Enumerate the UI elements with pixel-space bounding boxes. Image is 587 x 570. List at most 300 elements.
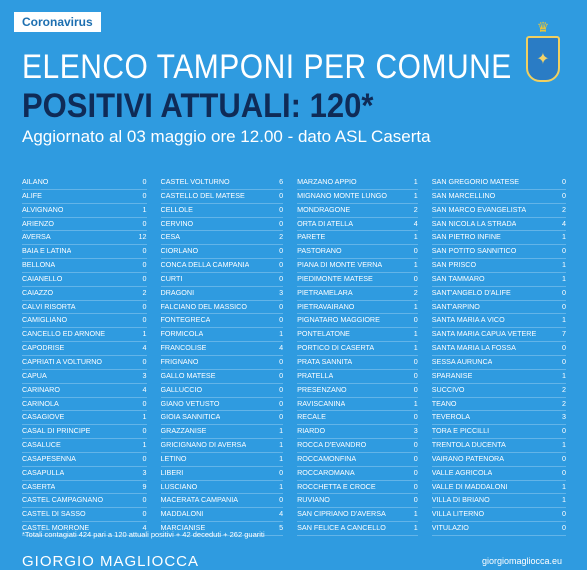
positive-count: 2 bbox=[562, 204, 566, 214]
municipality-name: CASAPESENNA bbox=[22, 453, 76, 463]
table-row bbox=[22, 384, 147, 398]
positive-count: 4 bbox=[142, 384, 147, 394]
table-row bbox=[432, 342, 566, 356]
positive-count: 0 bbox=[413, 495, 418, 505]
positive-count: 12 bbox=[138, 232, 147, 242]
positive-count: 4 bbox=[279, 343, 284, 353]
municipality-name: CASTEL MORRONE bbox=[22, 523, 90, 533]
municipality-name: CANCELLO ED ARNONE bbox=[22, 329, 106, 339]
table-row bbox=[297, 398, 418, 412]
table-row bbox=[432, 259, 566, 273]
municipality-name: TRENTOLA DUCENTA bbox=[431, 440, 506, 450]
table-row bbox=[432, 494, 566, 508]
table-row bbox=[432, 204, 566, 218]
positive-count: 1 bbox=[562, 260, 566, 270]
table-row bbox=[297, 273, 418, 287]
table-row bbox=[297, 439, 418, 453]
table-row bbox=[432, 467, 566, 481]
municipality-name: CASTEL VOLTURNO bbox=[160, 177, 230, 186]
positive-count: 0 bbox=[562, 426, 566, 436]
page-title: ELENCO TAMPONI PER COMUNE bbox=[22, 48, 512, 86]
municipality-name: MARCIANISE bbox=[160, 523, 206, 533]
municipality-name: SAN PRISCO bbox=[431, 260, 477, 270]
positive-count: 4 bbox=[413, 218, 418, 228]
table-row bbox=[432, 314, 566, 328]
positive-count: 1 bbox=[413, 190, 418, 200]
positive-count: 0 bbox=[142, 177, 147, 186]
municipality-name: VAIRANO PATENORA bbox=[431, 453, 505, 463]
table-row bbox=[432, 439, 566, 453]
municipality-name: CARINOLA bbox=[22, 398, 59, 408]
municipality-name: SESSA AURUNCA bbox=[431, 356, 493, 366]
table-row bbox=[432, 398, 566, 412]
positive-count: 0 bbox=[413, 453, 418, 463]
positive-count: 1 bbox=[562, 315, 566, 325]
table-row bbox=[161, 494, 284, 508]
municipality-name: SAN NICOLA LA STRADA bbox=[431, 218, 517, 228]
positive-count: 2 bbox=[142, 287, 147, 297]
table-row bbox=[22, 314, 147, 328]
positive-count: 0 bbox=[279, 356, 284, 366]
positive-count: 2 bbox=[279, 232, 284, 242]
positive-count: 1 bbox=[413, 329, 418, 339]
positive-count: 0 bbox=[279, 273, 284, 283]
table-row bbox=[22, 425, 147, 439]
municipality-name: CASAPULLA bbox=[22, 467, 65, 477]
table-row bbox=[432, 328, 566, 342]
category-tag: Coronavirus bbox=[14, 12, 101, 32]
municipality-name: CASTEL CAMPAGNANO bbox=[22, 495, 104, 505]
table-row bbox=[22, 356, 147, 370]
municipality-name: CELLOLE bbox=[160, 204, 193, 214]
municipality-name: VITULAZIO bbox=[431, 523, 469, 533]
table-row bbox=[22, 287, 147, 301]
table-row bbox=[22, 508, 147, 522]
positive-count: 1 bbox=[413, 301, 418, 311]
municipality-name: GRAZZANISE bbox=[160, 426, 207, 436]
table-row bbox=[22, 439, 147, 453]
positive-count: 1 bbox=[279, 426, 284, 436]
positive-count: 0 bbox=[279, 467, 284, 477]
positive-count: 0 bbox=[562, 246, 566, 256]
table-row bbox=[297, 384, 418, 398]
municipality-name: SPARANISE bbox=[431, 370, 473, 380]
municipality-name: SUCCIVO bbox=[431, 384, 465, 394]
municipality-name: CASERTA bbox=[22, 481, 56, 491]
positive-count: 0 bbox=[562, 523, 566, 533]
municipality-name: SANTA MARIA LA FOSSA bbox=[431, 343, 516, 353]
table-row bbox=[161, 342, 284, 356]
table-row bbox=[161, 439, 284, 453]
municipality-name: GALLUCCIO bbox=[160, 384, 203, 394]
table-row bbox=[22, 328, 147, 342]
table-row bbox=[22, 218, 147, 232]
table-row bbox=[432, 481, 566, 495]
positive-count: 0 bbox=[142, 315, 147, 325]
table-row bbox=[432, 273, 566, 287]
table-row bbox=[297, 259, 418, 273]
municipality-name: PIETRAVAIRANO bbox=[297, 301, 355, 311]
positive-count: 0 bbox=[279, 204, 284, 214]
municipality-name: PRESENZANO bbox=[297, 384, 347, 394]
brand-logo: GIORGIO MAGLIOCCA bbox=[22, 553, 200, 570]
table-row bbox=[161, 204, 284, 218]
table-row bbox=[161, 425, 284, 439]
municipality-name: SANTA MARIA CAPUA VETERE bbox=[431, 329, 537, 339]
municipality-name: BELLONA bbox=[22, 260, 56, 270]
positive-count: 1 bbox=[142, 440, 147, 450]
municipality-name: CASAL DI PRINCIPE bbox=[22, 426, 91, 436]
positive-count: 1 bbox=[562, 481, 566, 491]
table-column bbox=[432, 176, 566, 536]
table-row bbox=[297, 425, 418, 439]
totals-footnote: *Totali contagiati 424 pari a 120 attuali positivi + 42 deceduti + 262 guariti bbox=[22, 530, 265, 539]
positive-count: 3 bbox=[279, 287, 284, 297]
table-row bbox=[297, 467, 418, 481]
municipality-name: ROCCHETTA E CROCE bbox=[297, 481, 376, 491]
municipality-name: CASAGIOVE bbox=[22, 412, 65, 422]
municipality-name: FALCIANO DEL MASSICO bbox=[160, 301, 247, 311]
positive-count: 0 bbox=[142, 356, 147, 366]
municipality-name: RAVISCANINA bbox=[297, 398, 346, 408]
positive-count: 9 bbox=[142, 481, 147, 491]
positives-headline: POSITIVI ATTUALI: 120* bbox=[22, 86, 374, 125]
table-row bbox=[161, 314, 284, 328]
positive-count: 0 bbox=[413, 370, 418, 380]
municipality-name: SAN PIETRO INFINE bbox=[431, 232, 501, 242]
municipality-name: CIORLANO bbox=[160, 246, 199, 256]
table-row bbox=[22, 398, 147, 412]
positive-count: 0 bbox=[413, 246, 418, 256]
municipality-name: PRATA SANNITA bbox=[297, 356, 353, 366]
table-row bbox=[297, 204, 418, 218]
table-row bbox=[161, 231, 284, 245]
table-column bbox=[161, 176, 284, 536]
table-row bbox=[22, 231, 147, 245]
positive-count: 0 bbox=[279, 384, 284, 394]
positive-count: 0 bbox=[142, 426, 147, 436]
municipality-name: RUVIANO bbox=[297, 495, 330, 505]
municipality-name: PASTORANO bbox=[297, 246, 342, 256]
table-row bbox=[161, 328, 284, 342]
positive-count: 0 bbox=[562, 356, 566, 366]
positive-count: 5 bbox=[279, 523, 284, 533]
positive-count: 0 bbox=[562, 509, 566, 519]
positive-count: 1 bbox=[142, 412, 147, 422]
table-row bbox=[297, 176, 418, 190]
positive-count: 3 bbox=[562, 412, 566, 422]
positive-count: 0 bbox=[142, 273, 147, 283]
positive-count: 1 bbox=[279, 440, 284, 450]
positive-count: 0 bbox=[279, 301, 284, 311]
municipality-name: CAPRIATI A VOLTURNO bbox=[22, 356, 103, 366]
positive-count: 2 bbox=[562, 384, 566, 394]
table-row bbox=[161, 287, 284, 301]
municipality-name: CARINARO bbox=[22, 384, 60, 394]
municipality-name: SAN FELICE A CANCELLO bbox=[297, 523, 386, 533]
municipality-name: CALVI RISORTA bbox=[22, 301, 76, 311]
table-row bbox=[22, 273, 147, 287]
municipality-name: VILLA DI BRIANO bbox=[431, 495, 490, 505]
positive-count: 0 bbox=[279, 315, 284, 325]
table-row bbox=[22, 245, 147, 259]
positive-count: 0 bbox=[279, 398, 284, 408]
positive-count: 1 bbox=[562, 232, 566, 242]
table-row bbox=[432, 453, 566, 467]
municipality-name: CESA bbox=[160, 232, 181, 242]
table-row bbox=[22, 190, 147, 204]
municipality-name: CAMIGLIANO bbox=[22, 315, 68, 325]
positive-count: 1 bbox=[413, 260, 418, 270]
positive-count: 0 bbox=[562, 177, 566, 186]
positive-count: 4 bbox=[562, 218, 566, 228]
municipality-name: PIANA DI MONTE VERNA bbox=[297, 260, 383, 270]
table-row bbox=[161, 245, 284, 259]
table-row bbox=[432, 425, 566, 439]
positive-count: 1 bbox=[413, 398, 418, 408]
positive-count: 1 bbox=[413, 343, 418, 353]
positive-count: 0 bbox=[279, 412, 284, 422]
municipality-name: DRAGONI bbox=[160, 287, 195, 297]
municipality-name: MIGNANO MONTE LUNGO bbox=[297, 190, 387, 200]
positive-count: 0 bbox=[413, 440, 418, 450]
municipality-name: ALVIGNANO bbox=[22, 204, 64, 214]
positive-count: 1 bbox=[413, 523, 418, 533]
coat-of-arms-icon bbox=[524, 20, 562, 82]
table-row bbox=[432, 370, 566, 384]
positive-count: 0 bbox=[142, 453, 147, 463]
positive-count: 0 bbox=[279, 260, 284, 270]
positive-count: 1 bbox=[279, 453, 284, 463]
table-row bbox=[297, 481, 418, 495]
positive-count: 0 bbox=[142, 246, 147, 256]
table-row bbox=[297, 411, 418, 425]
municipality-name: GALLO MATESE bbox=[160, 370, 216, 380]
table-row bbox=[297, 245, 418, 259]
table-row bbox=[297, 453, 418, 467]
table-row bbox=[432, 356, 566, 370]
positive-count: 6 bbox=[279, 177, 284, 186]
table-row bbox=[297, 508, 418, 522]
municipality-name: ALIFE bbox=[22, 190, 42, 200]
municipality-name: GIOIA SANNITICA bbox=[160, 412, 221, 422]
municipality-name: PORTICO DI CASERTA bbox=[297, 343, 375, 353]
municipality-name: FRANCOLISE bbox=[160, 343, 207, 353]
positive-count: 1 bbox=[279, 329, 284, 339]
table-row bbox=[432, 522, 566, 536]
positive-count: 7 bbox=[562, 329, 566, 339]
table-row bbox=[22, 370, 147, 384]
positive-count: 0 bbox=[142, 218, 147, 228]
municipality-name: CAPUA bbox=[22, 370, 47, 380]
table-row bbox=[161, 273, 284, 287]
table-row bbox=[22, 301, 147, 315]
positive-count: 0 bbox=[413, 412, 418, 422]
table-row bbox=[161, 259, 284, 273]
positive-count: 1 bbox=[413, 232, 418, 242]
municipality-name: MACERATA CAMPANIA bbox=[160, 495, 239, 505]
table-row bbox=[432, 245, 566, 259]
table-row bbox=[297, 342, 418, 356]
municipality-name: TORA E PICCILLI bbox=[431, 426, 490, 436]
municipality-name: CONCA DELLA CAMPANIA bbox=[160, 260, 250, 270]
website-link[interactable]: giorgiomagliocca.eu bbox=[482, 556, 563, 566]
positive-count: 0 bbox=[142, 301, 147, 311]
municipality-name: SAN GREGORIO MATESE bbox=[431, 177, 520, 186]
municipality-name: CURTI bbox=[160, 273, 183, 283]
municipality-name: FONTEGRECA bbox=[160, 315, 211, 325]
municipality-name: VILLA LITERNO bbox=[431, 509, 485, 519]
table-row bbox=[22, 494, 147, 508]
table-column bbox=[22, 176, 147, 536]
table-row bbox=[432, 231, 566, 245]
municipality-name: ROCCAROMANA bbox=[297, 467, 355, 477]
positive-count: 1 bbox=[562, 440, 566, 450]
municipality-name: GIANO VETUSTO bbox=[160, 398, 220, 408]
municipality-name: SANTA MARIA A VICO bbox=[431, 315, 505, 325]
positive-count: 0 bbox=[142, 398, 147, 408]
municipality-name: TEVEROLA bbox=[431, 412, 471, 422]
municipality-name: SAN MARCO EVANGELISTA bbox=[431, 204, 527, 214]
municipality-name: MADDALONI bbox=[160, 509, 204, 519]
table-row bbox=[297, 190, 418, 204]
table-row bbox=[22, 411, 147, 425]
municipality-name: GRICIGNANO DI AVERSA bbox=[160, 440, 247, 450]
positive-count: 0 bbox=[413, 467, 418, 477]
table-row bbox=[161, 411, 284, 425]
table-row bbox=[432, 218, 566, 232]
municipality-name: SAN TAMMARO bbox=[431, 273, 485, 283]
municipality-name: AVERSA bbox=[22, 232, 51, 242]
positive-count: 0 bbox=[562, 453, 566, 463]
table-row bbox=[432, 190, 566, 204]
positive-count: 0 bbox=[279, 246, 284, 256]
table-column bbox=[297, 176, 418, 536]
positive-count: 0 bbox=[562, 287, 566, 297]
table-row bbox=[297, 231, 418, 245]
municipality-name: CERVINO bbox=[160, 218, 194, 228]
update-subtitle: Aggiornato al 03 maggio ore 12.00 - dato ASL Caserta bbox=[22, 127, 431, 146]
municipality-name: VALLE DI MADDALONI bbox=[431, 481, 508, 491]
table-row bbox=[432, 287, 566, 301]
positive-count: 0 bbox=[142, 190, 147, 200]
table-row bbox=[432, 176, 566, 190]
positive-count: 1 bbox=[562, 495, 566, 505]
table-row bbox=[161, 356, 284, 370]
municipality-name: PRATELLA bbox=[297, 370, 334, 380]
table-row bbox=[432, 384, 566, 398]
positive-count: 0 bbox=[142, 260, 147, 270]
table-row bbox=[297, 314, 418, 328]
positive-count: 0 bbox=[413, 273, 418, 283]
table-row bbox=[161, 508, 284, 522]
table-row bbox=[22, 204, 147, 218]
positive-count: 2 bbox=[413, 204, 418, 214]
table-row bbox=[22, 342, 147, 356]
municipality-name: SAN POTITO SANNITICO bbox=[431, 246, 517, 256]
municipality-name: ROCCAMONFINA bbox=[297, 453, 357, 463]
municipality-name: SAN MARCELLINO bbox=[431, 190, 496, 200]
positive-count: 0 bbox=[562, 190, 566, 200]
positive-count: 3 bbox=[413, 426, 418, 436]
positive-count: 0 bbox=[279, 495, 284, 505]
positive-count: 0 bbox=[279, 190, 284, 200]
positive-count: 4 bbox=[142, 523, 147, 533]
municipality-table bbox=[22, 176, 566, 536]
municipality-name: BAIA E LATINA bbox=[22, 246, 72, 256]
table-row bbox=[297, 287, 418, 301]
table-row bbox=[22, 259, 147, 273]
table-row bbox=[161, 481, 284, 495]
municipality-name: AILANO bbox=[22, 177, 49, 186]
municipality-name: PIETRAMELARA bbox=[297, 287, 353, 297]
table-row bbox=[432, 301, 566, 315]
municipality-name: LIBERI bbox=[160, 467, 184, 477]
municipality-name: ROCCA D'EVANDRO bbox=[297, 440, 367, 450]
table-row bbox=[22, 467, 147, 481]
table-row bbox=[22, 176, 147, 190]
positive-count: 0 bbox=[413, 384, 418, 394]
municipality-name: TEANO bbox=[431, 398, 457, 408]
positive-count: 1 bbox=[142, 329, 147, 339]
table-row bbox=[297, 218, 418, 232]
positive-count: 3 bbox=[142, 467, 147, 477]
positive-count: 1 bbox=[562, 370, 566, 380]
positive-count: 4 bbox=[142, 343, 147, 353]
municipality-name: RECALE bbox=[297, 412, 326, 422]
municipality-name: FORMICOLA bbox=[160, 329, 204, 339]
municipality-name: ORTA DI ATELLA bbox=[297, 218, 354, 228]
positive-count: 1 bbox=[413, 509, 418, 519]
table-row bbox=[432, 411, 566, 425]
table-row bbox=[432, 508, 566, 522]
table-row bbox=[161, 190, 284, 204]
positive-count: 1 bbox=[279, 481, 284, 491]
table-row bbox=[22, 453, 147, 467]
crown-icon: ♛ bbox=[536, 18, 550, 35]
positive-count: 1 bbox=[142, 204, 147, 214]
municipality-name: PARETE bbox=[297, 232, 326, 242]
municipality-name: RIARDO bbox=[297, 426, 326, 436]
municipality-name: ARIENZO bbox=[22, 218, 54, 228]
positive-count: 2 bbox=[562, 398, 566, 408]
municipality-name: SAN CIPRIANO D'AVERSA bbox=[297, 509, 386, 519]
municipality-name: LUSCIANO bbox=[160, 481, 198, 491]
table-row bbox=[161, 398, 284, 412]
table-row bbox=[297, 370, 418, 384]
table-row bbox=[297, 494, 418, 508]
table-row bbox=[161, 218, 284, 232]
table-row bbox=[297, 328, 418, 342]
table-row bbox=[22, 481, 147, 495]
positive-count: 2 bbox=[413, 287, 418, 297]
positive-count: 0 bbox=[562, 467, 566, 477]
municipality-name: MONDRAGONE bbox=[297, 204, 351, 214]
positive-count: 3 bbox=[142, 370, 147, 380]
positive-count: 0 bbox=[413, 315, 418, 325]
positive-count: 0 bbox=[562, 343, 566, 353]
municipality-name: CAPODRISE bbox=[22, 343, 65, 353]
municipality-name: MARZANO APPIO bbox=[297, 177, 357, 186]
table-row bbox=[161, 384, 284, 398]
municipality-name: SANT'ANGELO D'ALIFE bbox=[431, 287, 511, 297]
positive-count: 0 bbox=[413, 481, 418, 491]
table-row bbox=[161, 370, 284, 384]
municipality-name: PIGNATARO MAGGIORE bbox=[297, 315, 380, 325]
positive-count: 0 bbox=[413, 356, 418, 366]
table-row bbox=[161, 301, 284, 315]
municipality-name: PIEDIMONTE MATESE bbox=[297, 273, 373, 283]
